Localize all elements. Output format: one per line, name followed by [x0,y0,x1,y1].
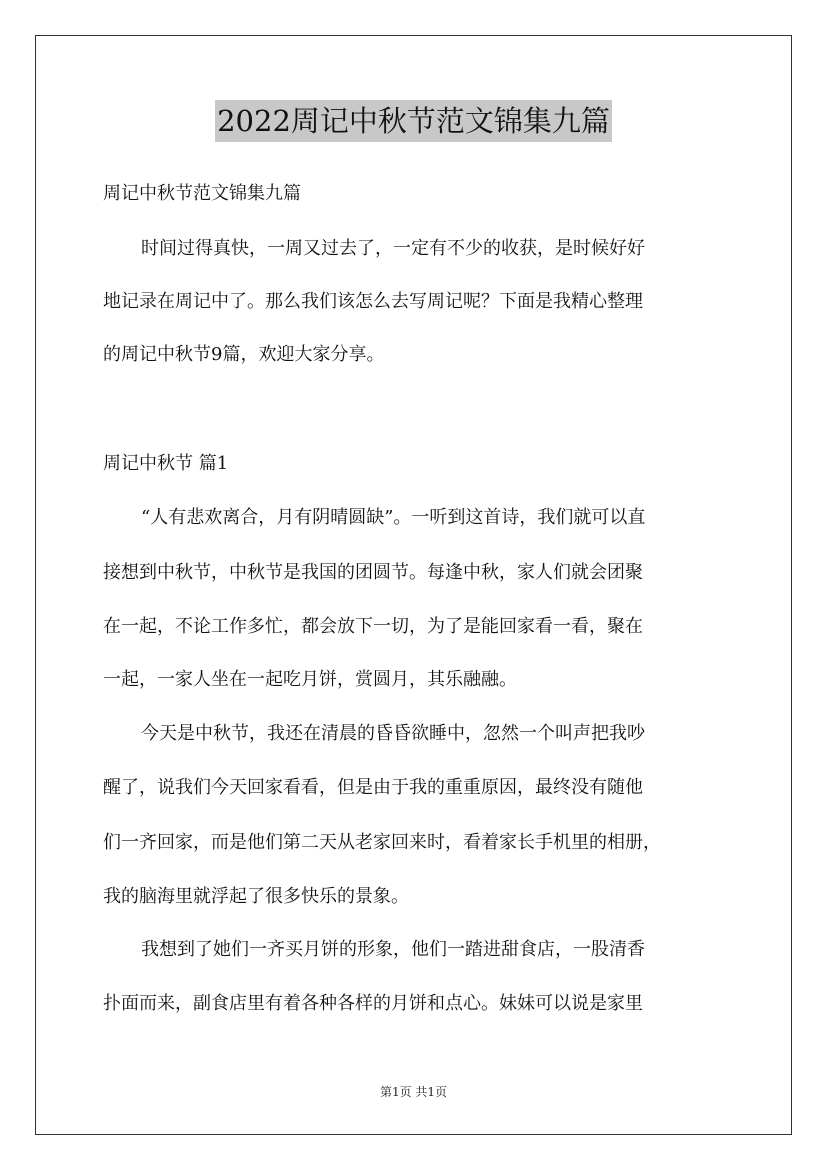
intro-paragraph-line: 的周记中秋节9篇，欢迎大家分享。 [103,344,385,365]
body-paragraph-line: 醒了，说我们今天回家看看，但是由于我的重重原因，最终没有随他 [103,777,643,798]
body-paragraph-line: 一起，一家人坐在一起吃月饼，赏圆月，其乐融融。 [103,669,517,690]
intro-paragraph-line: 地记录在周记中了。那么我们该怎么去写周记呢？下面是我精心整理 [103,291,643,312]
section-heading: 周记中秋节 篇1 [103,453,229,474]
body-paragraph-line: 我想到了她们一齐买月饼的形象，他们一踏进甜食店，一股清香 [141,939,645,960]
body-paragraph-line: 接想到中秋节，中秋节是我国的团圆节。每逢中秋，家人们就会团聚 [103,562,643,583]
page-footer: 第1页 共1页 [379,1085,448,1099]
intro-paragraph-line: 时间过得真快，一周又过去了，一定有不少的收获，是时候好好 [141,238,645,259]
title-container [0,100,827,142]
body-paragraph-line: 我的脑海里就浮起了很多快乐的景象。 [103,886,409,907]
body-paragraph-line: “人有悲欢离合，月有阴晴圆缺”。一听到这首诗，我们就可以直 [141,507,646,528]
body-paragraph-line: 今天是中秋节，我还在清晨的昏昏欲睡中，忽然一个叫声把我吵 [141,723,645,744]
document-title: 2022周记中秋节范文锦集九篇 [215,100,612,142]
body-paragraph-line: 在一起，不论工作多忙，都会放下一切，为了是能回家看一看，聚在 [103,616,643,637]
body-paragraph-line: 扑面而来，副食店里有着各种各样的月饼和点心。妹妹可以说是家里 [103,993,643,1014]
subtitle: 周记中秋节范文锦集九篇 [103,183,301,204]
body-paragraph-line: 们一齐回家，而是他们第二天从老家回来时，看着家长手机里的相册， [103,832,661,853]
